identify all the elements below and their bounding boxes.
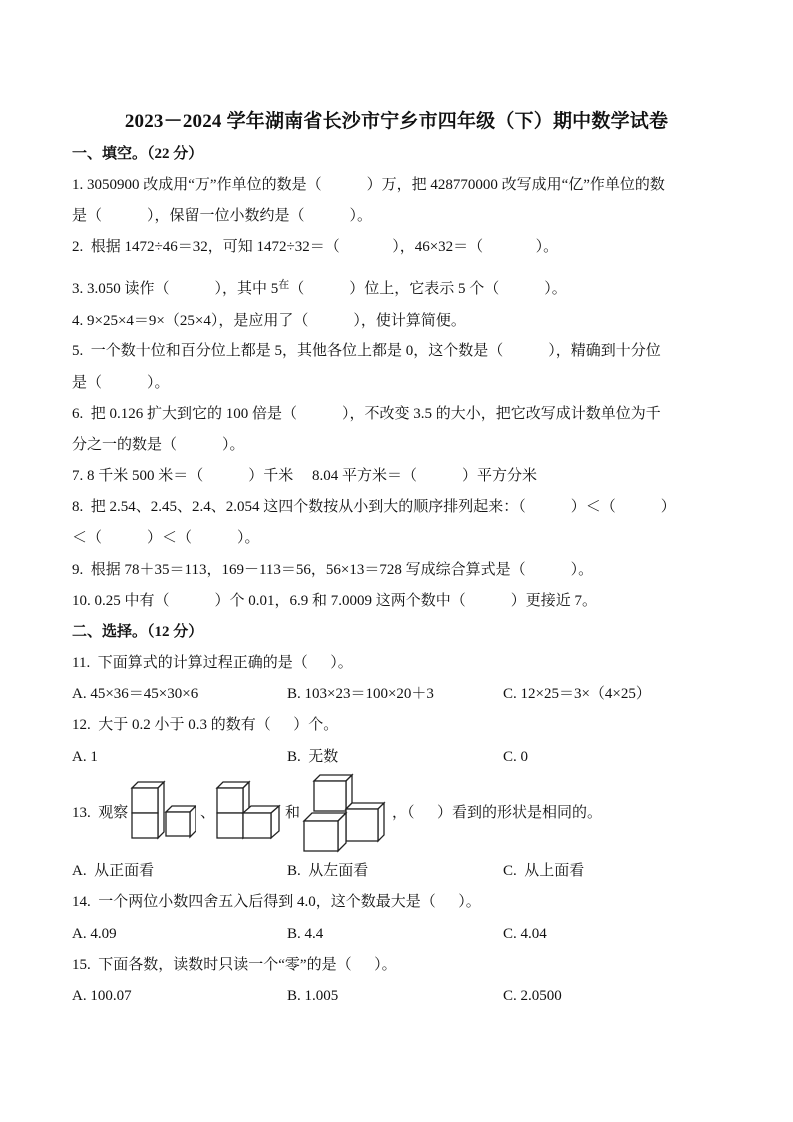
question-12: 12. 大于 0.2 小于 0.3 的数有（ ）个。: [72, 717, 339, 733]
question-15-option-b: B. 1.005: [287, 988, 339, 1004]
question-1-line-1: 1. 3050900 改成用“万”作单位的数是（ ）万，把 428770000 改写成用“亿”作单位的数: [72, 177, 665, 193]
question-12-option-b: B. 无数: [287, 749, 339, 765]
question-5-line-2: 是（ ）。: [72, 375, 170, 391]
question-11-option-a: A. 45×36＝45×30×6: [72, 686, 199, 702]
question-7: 7. 8 千米 500 米＝（ ）千米 8.04 平方米＝（ ）平方分米: [72, 468, 538, 484]
question-11: 11. 下面算式的计算过程正确的是（ ）。: [72, 655, 353, 671]
question-8-line-1: 8. 把 2.54、2.45、2.4、2.054 这四个数按从小到大的顺序排列起来：（ ）＜（ ）: [72, 499, 676, 515]
cube-figure-2: [215, 780, 281, 842]
question-15: 15. 下面各数，读数时只读一个“零”的是（ ）。: [72, 957, 397, 973]
question-14: 14. 一个两位小数四舍五入后得到 4.0，这个数最大是（ ）。: [72, 894, 481, 910]
question-3-part-2: （ ）位上，它表示 5 个（ ）。: [289, 281, 567, 297]
question-3-part-1: 3. 3.050 读作（ ），其中 5: [72, 281, 279, 297]
question-14-option-a: A. 4.09: [72, 926, 117, 942]
question-1-line-2: 是（ ），保留一位小数约是（ ）。: [72, 208, 373, 224]
question-5-line-1: 5. 一个数十位和百分位上都是 5，其他各位上都是 0，这个数是（ ），精确到十分位: [72, 343, 661, 359]
question-3-superscript: 在: [278, 279, 290, 291]
question-13-part-2: ，（ ）看到的形状是相同的。: [392, 805, 603, 821]
question-13-option-c: C. 从上面看: [503, 863, 585, 879]
question-9: 9. 根据 78＋35＝113，169－113＝56，56×13＝728 写成综合算式是（ ）。: [72, 562, 594, 578]
cube-figure-1: [130, 780, 196, 842]
question-4: 4. 9×25×4＝9×（25×4），是应用了（ ），使计算简便。: [72, 313, 466, 329]
question-13-separator-1: 、: [200, 805, 216, 821]
question-13-option-b: B. 从左面看: [287, 863, 369, 879]
question-6-line-1: 6. 把 0.126 扩大到它的 100 倍是（ ），不改变 3.5 的大小，把它改写成计数单位为千: [72, 406, 661, 422]
question-14-option-b: B. 4.4: [287, 926, 324, 942]
question-13-part-1: 13. 观察: [72, 805, 129, 821]
question-11-option-b: B. 103×23＝100×20＋3: [287, 686, 434, 702]
page-title: 2023－2024 学年湖南省长沙市宁乡市四年级（下）期中数学试卷: [124, 111, 669, 132]
question-15-option-a: A. 100.07: [72, 988, 132, 1004]
question-15-option-c: C. 2.0500: [503, 988, 562, 1004]
question-3: [72, 275, 567, 299]
section-heading-fill-blank: 一、填空。（22 分）: [72, 146, 204, 162]
cube-figure-3: [302, 773, 386, 853]
question-2: 2. 根据 1472÷46＝32，可知 1472÷32＝（ ），46×32＝（ ）。: [72, 239, 559, 255]
question-10: 10. 0.25 中有（ ）个 0.01，6.9 和 7.0009 这两个数中（ ）更接近 7。: [72, 593, 598, 609]
question-12-option-a: A. 1: [72, 749, 98, 765]
question-13-option-a: A. 从正面看: [72, 863, 155, 879]
question-11-option-c: C. 12×25＝3×（4×25）: [503, 686, 651, 702]
section-heading-choice: 二、选择。（12 分）: [72, 624, 204, 640]
question-6-line-2: 分之一的数是（ ）。: [72, 437, 245, 453]
question-8-line-2: ＜（ ）＜（ ）。: [72, 530, 260, 546]
question-12-option-c: C. 0: [503, 749, 529, 765]
question-14-option-c: C. 4.04: [503, 926, 547, 942]
question-13-separator-2: 和: [285, 805, 301, 821]
